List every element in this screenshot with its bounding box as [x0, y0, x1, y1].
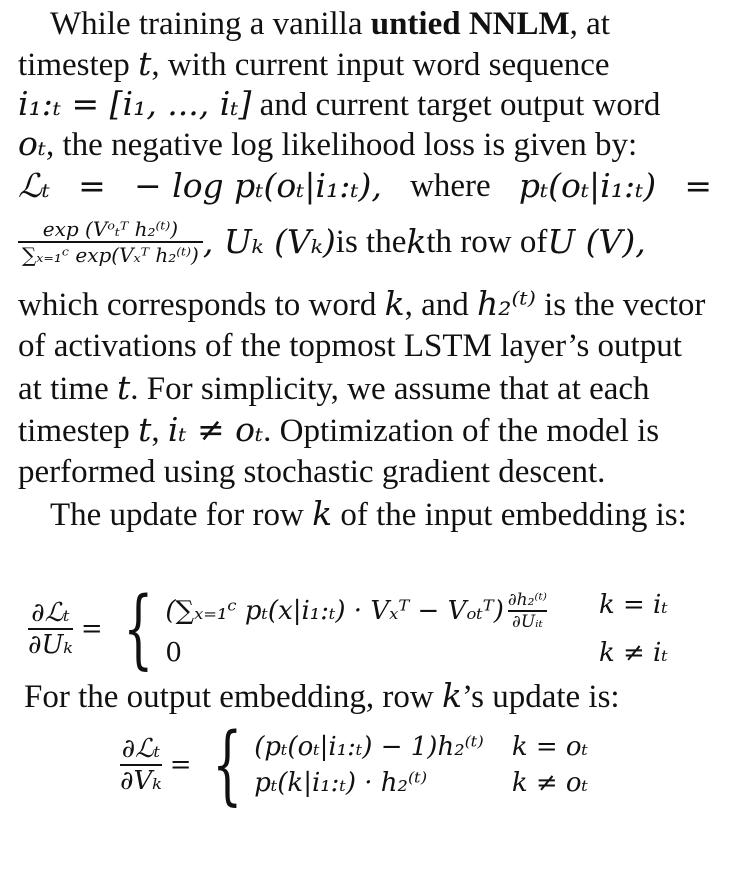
- text: timestep: [18, 47, 139, 83]
- case2-condition: k ≠ oₜ: [511, 768, 588, 798]
- para1-line10: [18, 410, 712, 451]
- para1-line7: [18, 284, 712, 325]
- text: of activations of the topmost LSTM layer’s output: [18, 328, 682, 364]
- para3-line1: [18, 676, 712, 717]
- text: and current target output word: [251, 87, 661, 123]
- math-var: k: [406, 222, 427, 261]
- text: , and: [404, 287, 477, 323]
- lhs-fraction: [28, 598, 73, 660]
- case1-expr-text: (∑ₓ₌₁ᶜ pₜ(x|i₁:ₜ) · Vₓᵀ − Vₒₜᵀ): [165, 596, 504, 626]
- math-inline: i₁:ₜ = [i₁, ..., iₜ]: [18, 84, 252, 123]
- lhs-denominator: ∂Vₖ: [120, 766, 162, 796]
- case2-condition: k ≠ iₜ: [598, 638, 668, 668]
- math-inline: oₜ: [18, 124, 47, 163]
- bold-term: untied NNLM: [370, 6, 570, 42]
- math-inline: , Uₖ (Vₖ): [202, 222, 336, 261]
- case1-fraction: [504, 590, 551, 632]
- text: , at: [569, 6, 610, 42]
- equation-input-embedding-gradient: [28, 579, 668, 679]
- math-var: t: [138, 410, 152, 449]
- lhs-numerator: ∂ℒₜ: [31, 598, 70, 628]
- text: where: [410, 168, 491, 204]
- cases: [165, 590, 667, 668]
- math-var: h₂⁽ᵗ⁾: [477, 284, 536, 323]
- case2-expression: 0: [165, 638, 182, 668]
- para1-line4: [18, 124, 712, 165]
- math-inline: pₜ(oₜ|i₁:ₜ): [518, 166, 657, 205]
- text: performed using stochastic gradient descent.: [18, 454, 606, 490]
- case1-expression: (pₜ(oₜ|i₁:ₜ) − 1)h₂⁽ᵗ⁾: [254, 732, 484, 762]
- math-var: k: [384, 284, 405, 323]
- fraction-numerator: ∂h₂⁽ᵗ⁾: [507, 590, 547, 610]
- para1-line5: [18, 166, 712, 206]
- text: The update for row: [50, 497, 313, 533]
- text: , the negative log likelihood loss is given by:: [46, 127, 638, 163]
- equals: =: [684, 166, 712, 205]
- equation-output-embedding-gradient: [120, 715, 588, 815]
- text: at time: [18, 371, 117, 407]
- case2-expression: pₜ(k|i₁:ₜ) · h₂⁽ᵗ⁾: [254, 768, 428, 798]
- equals: =: [80, 614, 103, 644]
- text: is the vector: [535, 287, 706, 323]
- para1-line9: [18, 368, 712, 409]
- text: which corresponds to word: [18, 287, 385, 323]
- text: , with current input word sequence: [151, 47, 610, 83]
- fraction-denominator: ∑ₓ₌₁ᶜ exp(Vₓᵀ h₂⁽ᵗ⁾): [18, 241, 203, 267]
- math-var: k: [312, 494, 333, 533]
- text: While training a vanilla: [50, 6, 371, 42]
- equals: =: [169, 750, 192, 780]
- math-inline: iₜ ≠ oₜ: [167, 410, 264, 449]
- text: ’s update is:: [461, 679, 620, 715]
- fraction-numerator: exp (Vᵒₜᵀ h₂⁽ᵗ⁾): [42, 217, 179, 241]
- left-brace: {: [211, 715, 242, 815]
- math-var: k: [441, 676, 462, 715]
- text: ,: [151, 413, 168, 449]
- para1-line6: [18, 212, 712, 272]
- para1-line11: [18, 452, 712, 492]
- text: is the: [335, 224, 407, 260]
- math-inline: − log pₜ(oₜ|i₁:ₜ),: [134, 166, 382, 205]
- para1-line3: [18, 84, 712, 125]
- para1-line1: [18, 4, 712, 44]
- equals: =: [78, 166, 106, 205]
- case1-condition: k = iₜ: [598, 590, 668, 620]
- case1-expression: [165, 590, 551, 632]
- math-var: t: [138, 44, 152, 83]
- lhs-denominator: ∂Uₖ: [28, 630, 73, 660]
- case1-condition: k = oₜ: [511, 732, 588, 762]
- cases: [254, 732, 588, 798]
- left-brace: {: [122, 579, 154, 679]
- para1-line2: [18, 44, 712, 85]
- text: of the input embedding is:: [332, 497, 687, 533]
- text: . For simplicity, we assume that at each: [130, 371, 650, 407]
- text: timestep: [18, 413, 139, 449]
- fraction-denominator: ∂Uᵢₜ: [508, 610, 547, 632]
- text: . Optimization of the model is: [263, 413, 660, 449]
- lhs-fraction: [120, 734, 162, 796]
- lhs-numerator: ∂ℒₜ: [121, 734, 161, 764]
- text: th row of: [426, 224, 548, 260]
- math-inline: U (V),: [547, 222, 646, 261]
- text: For the output embedding, row: [24, 679, 442, 715]
- math-var: t: [116, 368, 131, 407]
- para1-line8: [18, 326, 712, 366]
- softmax-fraction: [18, 217, 203, 267]
- para2-line1: [18, 494, 712, 535]
- loss-symbol: ℒₜ: [18, 166, 50, 205]
